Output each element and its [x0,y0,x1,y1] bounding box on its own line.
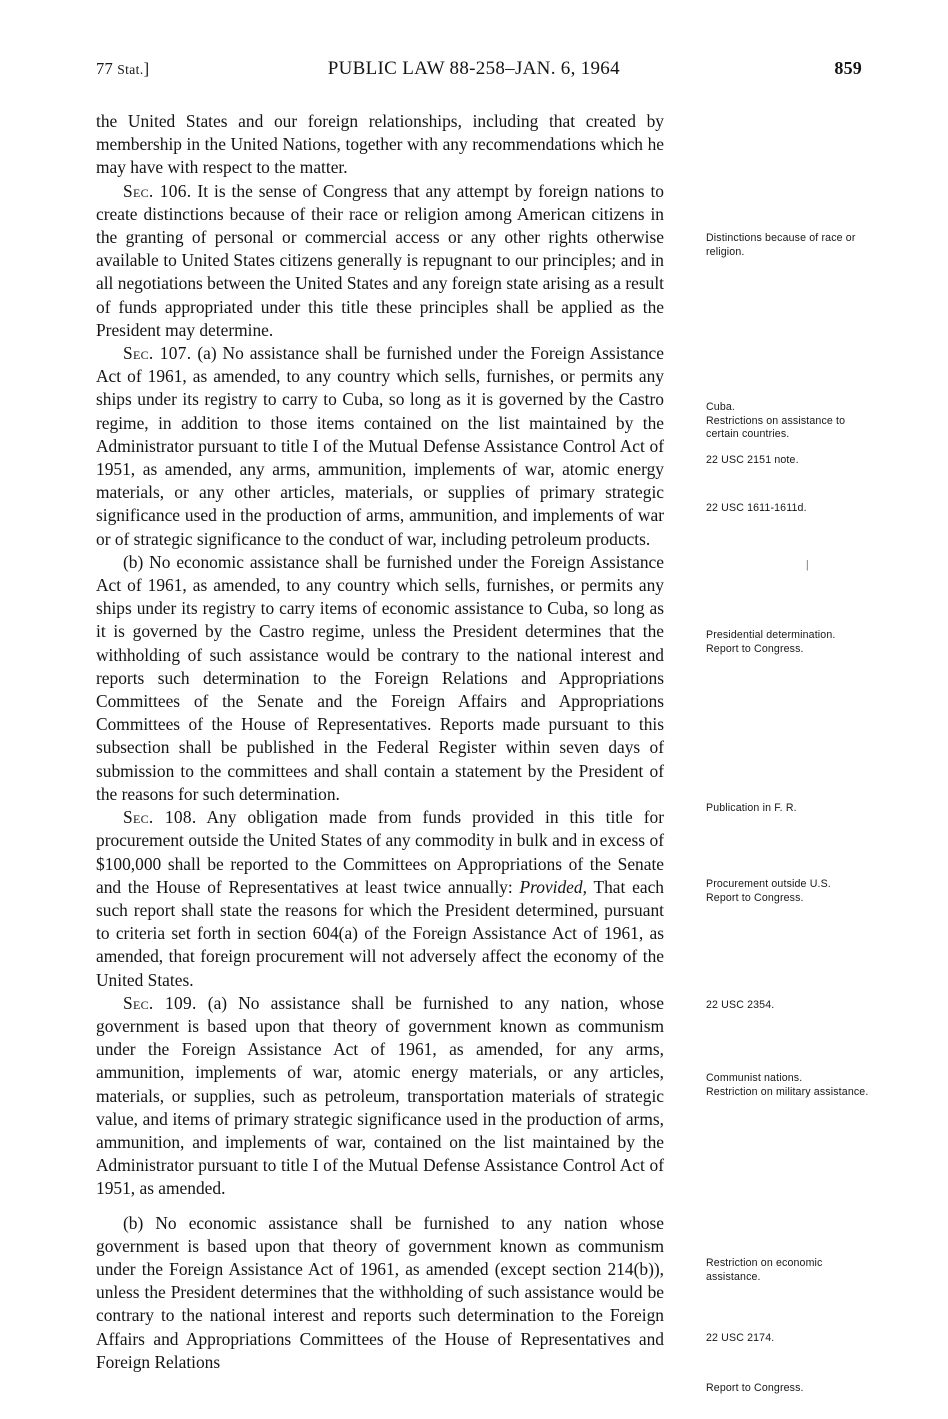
sidenote-cuba-restrictions: Cuba. Restrictions on assistance to certain countries. [706,401,846,441]
body-wrapper [96,110,869,1394]
paragraph-sec-106 [96,180,664,342]
running-head-left [96,59,149,79]
paragraph-text-before-italic: Any obligation made from funds provided in this title for procurement outside the United States of any commodity in bulk and in excess of $100,000 shall be reported to the Committees on Appropriations of the Senate and the House of Representatives at least twice annually: [96,807,664,897]
paragraph-sec-109a [96,992,664,1201]
sidenote-publication-fr: Publication in F. R. [706,802,797,814]
paragraph-text: (a) No assistance shall be furnished under the Foreign Assistance Act of 1961, as amended, to any country which sells, furnishes, or permits any ships under its registry to carry to Cuba, so long as it is governed by the Castro regime, in addition to those items contained on the list maintained by the Administrator pursuant to title I of the Mutual Defense Assistance Control Act of 1951, as amended, any arms, ammunition, implements of war, atomic energy materials, or any other articles, materials, or supplies of primary strategic significance used in the production of arms, ammunition, and implements of war or of strategic significance to the conduct of war, including petroleum products. [96,343,664,549]
running-head [96,58,862,84]
paragraph-text: (a) No assistance shall be furnished to any nation, whose government is based upon that theory of government known as communism under the Foreign Assistance Act of 1961, as amended, for any arms, ammunition, implements of war, atomic energy materials, or any articles, materials, or supplies, such as petroleum, transportation materials of strategic value, and items of primary strategic significance used in the production of arms, ammunition, and implements of war, contained on the list maintained by the Administrator pursuant to title I of the Mutual Defense Assistance Control Act of 1951, as amended. [96,992,664,1199]
paragraph-sec-107b [96,551,664,806]
paragraph-sec-107a [96,342,664,551]
section-label-108: Sec. 108. [123,807,197,828]
paragraph-sec-109b [96,1212,664,1374]
sidenote-economic-assistance: Restriction on economic assistance. [706,1257,823,1283]
stat-label: Stat. [117,62,144,77]
sidenote-usc-2354: 22 USC 2354. [706,999,775,1011]
main-text-column [96,110,664,1374]
sidenote-usc-1611: 22 USC 1611-1611d. [706,502,807,514]
sidenote-usc-2174: 22 USC 2174. [706,1332,775,1344]
paragraph-continuation [96,110,664,180]
proviso-italic: Provided, [519,876,587,897]
paragraph-text: (b) No economic assistance shall be furnished to any nation whose government is based upon that theory of government known as communism under the Foreign Assistance Act of 1961, as amended (except section 214(b)), unless the President determines that the withholding of such assistance would be contrary to the national interest and reports such determination to the Foreign Affairs and Appropriations Committees of the House of Representatives and Foreign Relations [96,1212,664,1372]
margin-tick-mark: | [806,557,809,571]
page-number: 859 [834,58,862,78]
sidenote-presidential-determination: Presidential determination. Report to Congress. [706,629,836,655]
paragraph-sec-108 [96,806,664,992]
sidenote-usc-2151: 22 USC 2151 note. [706,454,799,466]
section-label-106: Sec. 106. [123,180,192,201]
bracket: ] [143,59,150,78]
section-label-107: Sec. 107. [123,343,192,364]
sidenote-communist-nations: Communist nations. Restriction on military assistance. [706,1072,869,1098]
running-head-title: PUBLIC LAW 88-258–JAN. 6, 1964 [327,58,620,79]
section-label-109: Sec. 109. [123,992,197,1013]
paragraph-text-after-italic: That each such report shall state the reasons for which the President determined, pursuant to criteria set forth in section 604(a) of the Foreign Assistance Act of 1961, as amended, that foreign procurement will not adversely affect the economy of the United States. [96,876,664,990]
paragraph-text: It is the sense of Congress that any attempt by foreign nations to create distinctions because of their race or religion among American citizens in the granting of personal or commercial access or any other rights otherwise available to United States citizens generally is repugnant to our principles; and in all negotiations between the United States and any foreign state arising as a result of funds appropriated under this title these principles shall be applied as the President may determine. [96,180,664,340]
sidenote-procurement-outside-us: Procurement outside U.S. Report to Congress. [706,878,831,904]
paragraph-text: (b) No economic assistance shall be furnished under the Foreign Assistance Act of 1961, as amended, to any country which sells, furnishes, or permits any ships under its registry to carry items of economic assistance to Cuba, so long as it is governed by the Castro regime, unless the President determines that the withholding of such assistance would be contrary to the national interest and reports such determination to the Foreign Relations and Appropriations Committees of the Senate and the Foreign Affairs and Appropriations Committees of the House of Representatives. Reports made pursuant to this subsection shall be published in the Federal Register within seven days of submission to the committees and shall contain a statement by the President of the reasons for such determination. [96,551,664,804]
sidenote-report-congress: Report to Congress. [706,1382,804,1394]
paragraph-text: the United States and our foreign relationships, including that created by membership in the United Nations, together with any recommendations which he may have with respect to the matter. [96,111,664,178]
sidenote-race-religion: Distinctions because of race or religion. [706,232,856,258]
volume-number: 77 [96,59,113,78]
